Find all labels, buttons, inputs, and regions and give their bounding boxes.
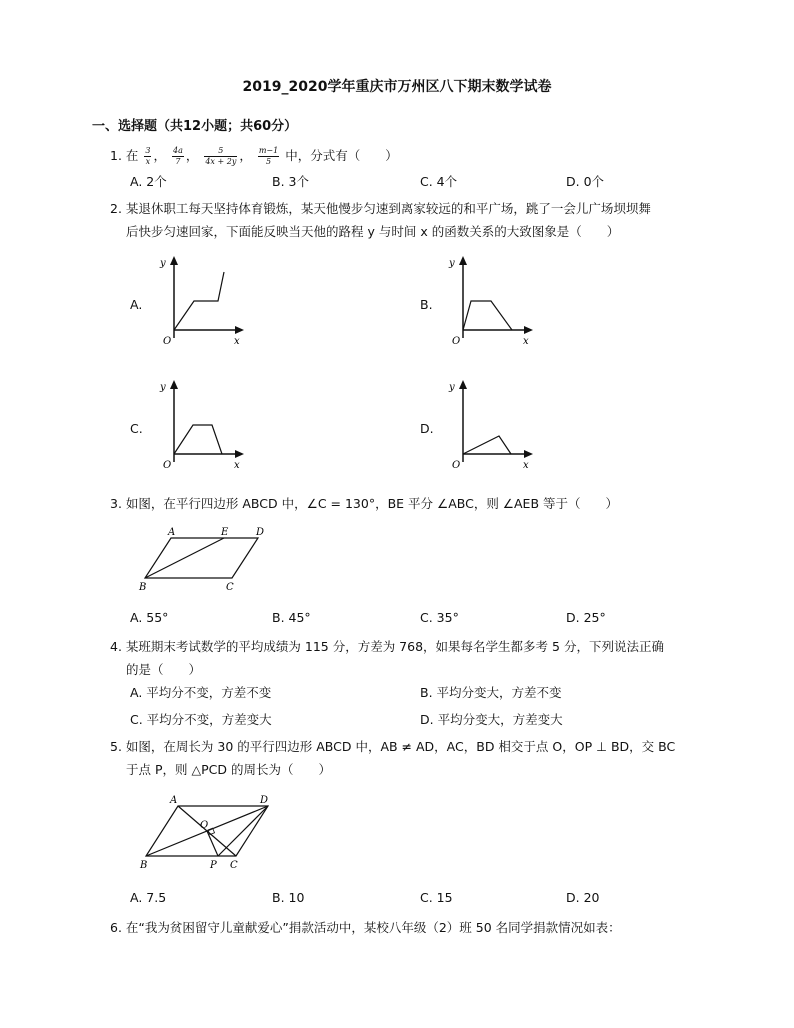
graph-b-origin: O (452, 336, 461, 347)
q4-option-c: C. 平均分不变，方差变大 (130, 712, 272, 727)
q2-line-2: 后快步匀速回家，下面能反映当天他的路程 y 与时间 x 的函数关系的大致图象是（ ） (126, 224, 620, 239)
q1-option-d: D. 0个 (566, 174, 605, 189)
graph-b-x-label: x (523, 336, 529, 347)
q3-option-a: A. 55° (130, 610, 169, 625)
q2-label-b: B. (420, 297, 433, 312)
graph-a-origin: O (163, 336, 172, 347)
q4-option-a: A. 平均分不变，方差不变 (130, 685, 272, 700)
fraction-2: $\frac{4a}{7}$ (172, 146, 183, 166)
q4-line-2: 的是（ ） (126, 662, 202, 677)
graph-b (439, 252, 539, 348)
point-d-label: D (256, 527, 265, 538)
q5-point-p-label: P (210, 860, 217, 871)
q5-point-o-label: O (200, 820, 209, 831)
q3-text: 3. 如图，在平行四边形 ABCD 中，∠C = 130°，BE 平分 ∠ABC，则 ∠AEB 等于（ ） (110, 496, 619, 511)
q3-option-b: B. 45° (272, 610, 311, 625)
point-c-label: C (226, 582, 234, 593)
q5-option-c: C. 15 (420, 890, 453, 905)
section-header: 一、选择题（共12小题；共60分） (92, 119, 298, 134)
q1-option-c: C. 4个 (420, 174, 458, 189)
q5-line-1: 5. 如图，在周长为 30 的平行四边形 ABCD 中，AB ≠ AD，AC，BD 相交于点 O，OP ⊥ BD，交 BC (110, 739, 676, 754)
question-1: 1. 在 $\frac{3}{x}$ ， $\frac{4a}{7}$ ， $\frac{5}{4x + 2y}$ ， $\frac{m-1}{5}$ 中，分式有（ ） (110, 146, 398, 166)
page-title: 2019_2020学年重庆市万州区八下期末数学试卷 (242, 79, 552, 95)
q5-point-b-label: B (140, 860, 148, 871)
q5-point-d-label: D (260, 795, 269, 806)
point-a-label: A (168, 527, 176, 538)
q4-option-b: B. 平均分变大，方差不变 (420, 685, 562, 700)
graph-d-x-label: x (523, 460, 529, 471)
graph-c-y-label: y (160, 382, 166, 393)
q5-line-2: 于点 P，则 △PCD 的周长为（ ） (126, 762, 331, 777)
q5-option-d: D. 20 (566, 890, 600, 905)
fraction-3: $\frac{5}{4x + 2y}$ (205, 146, 237, 166)
q2-label-a: A. (130, 297, 143, 312)
q2-label-d: D. (420, 421, 434, 436)
graph-a-x-label: x (234, 336, 240, 347)
q4-line-1: 4. 某班期末考试数学的平均成绩为 115 分，方差为 768，如果每名学生都多考 5 分，下列说法正确 (110, 639, 664, 654)
point-b-label: B (139, 582, 147, 593)
graph-c (150, 376, 250, 472)
graph-c-origin: O (163, 460, 172, 471)
graph-b-y-label: y (449, 258, 455, 269)
fraction-4: $\frac{m-1}{5}$ (258, 146, 279, 166)
graph-c-x-label: x (234, 460, 240, 471)
q5-point-c-label: C (230, 860, 238, 871)
q1-suffix: 中，分式有（ ） (285, 148, 398, 163)
q5-option-b: B. 10 (272, 890, 305, 905)
q3-parallelogram-figure (136, 524, 276, 594)
q6-text: 6. 在“我为贫困留守儿童献爱心”捐款活动中，某校八年级（2）班 50 名同学捐款情况如表： (110, 920, 621, 935)
q2-label-c: C. (130, 421, 143, 436)
q2-line-1: 2. 某退休职工每天坚持体育锻炼，某天他慢步匀速到离家较远的和平广场，跳了一会儿广场坝坝舞 (110, 201, 651, 216)
q1-option-a: A. 2个 (130, 174, 167, 189)
graph-d-y-label: y (449, 382, 455, 393)
q1-prefix: 1. 在 (110, 148, 139, 163)
q4-option-d: D. 平均分变大，方差变大 (420, 712, 563, 727)
fraction-1: $\frac{3}{x}$ (145, 146, 151, 166)
q5-parallelogram-figure (136, 792, 286, 876)
graph-a (150, 252, 250, 348)
graph-a-y-label: y (160, 258, 166, 269)
graph-d-origin: O (452, 460, 461, 471)
graph-d (439, 376, 539, 472)
q1-option-b: B. 3个 (272, 174, 309, 189)
q5-point-a-label: A (170, 795, 178, 806)
q3-option-d: D. 25° (566, 610, 606, 625)
q5-option-a: A. 7.5 (130, 890, 167, 905)
point-e-label: E (221, 527, 229, 538)
q3-option-c: C. 35° (420, 610, 459, 625)
